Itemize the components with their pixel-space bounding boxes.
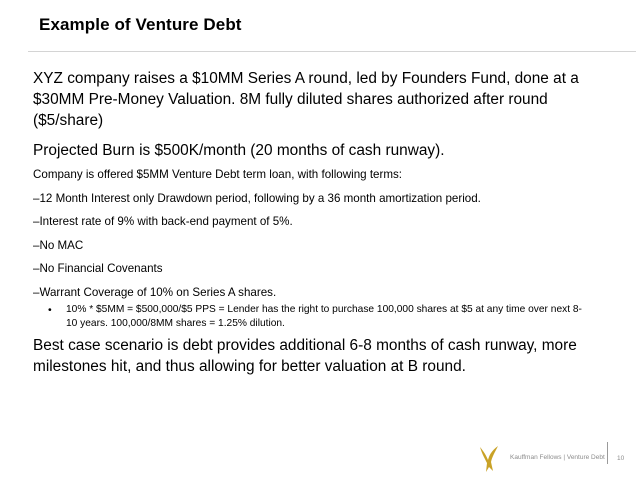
title-divider <box>28 51 636 52</box>
term-item: –Interest rate of 9% with back-end payment of 5%. <box>33 215 293 228</box>
page-number: 10 <box>617 455 625 462</box>
footer-divider <box>607 442 608 464</box>
burn-paragraph: Projected Burn is $500K/month (20 months of cash runway). <box>33 142 445 159</box>
intro-paragraph: XYZ company raises a $10MM Series A round, led by Founders Fund, done at a $30MM Pre-Money Valuation. 8M fully diluted shares authorized after round ($5/share) <box>33 70 579 129</box>
offer-text: Company is offered $5MM Venture Debt term loan, with following terms: <box>33 168 403 181</box>
term-item: –Warrant Coverage of 10% on Series A shares. <box>33 286 277 299</box>
best-case-paragraph: Best case scenario is debt provides additional 6-8 months of cash runway, more milestones hit, and thus allowing for better valuation at B round. <box>33 337 577 375</box>
slide-title: Example of Venture Debt <box>39 15 242 34</box>
term-item: –12 Month Interest only Drawdown period, following by a 36 month amortization period. <box>33 192 481 205</box>
footer-label: Kauffman Fellows | Venture Debt <box>510 454 605 461</box>
warrant-detail: 10% * $5MM = $500,000/$5 PPS = Lender has the right to purchase 100,000 shares at $5 at any time over next 8-10 years. 100,000/8MM shares = 1.25% dilution. <box>66 304 582 329</box>
bullet-icon: • <box>48 304 52 316</box>
term-item: –No MAC <box>33 239 84 252</box>
eagle-logo-icon <box>478 444 500 474</box>
term-item: –No Financial Covenants <box>33 262 163 275</box>
